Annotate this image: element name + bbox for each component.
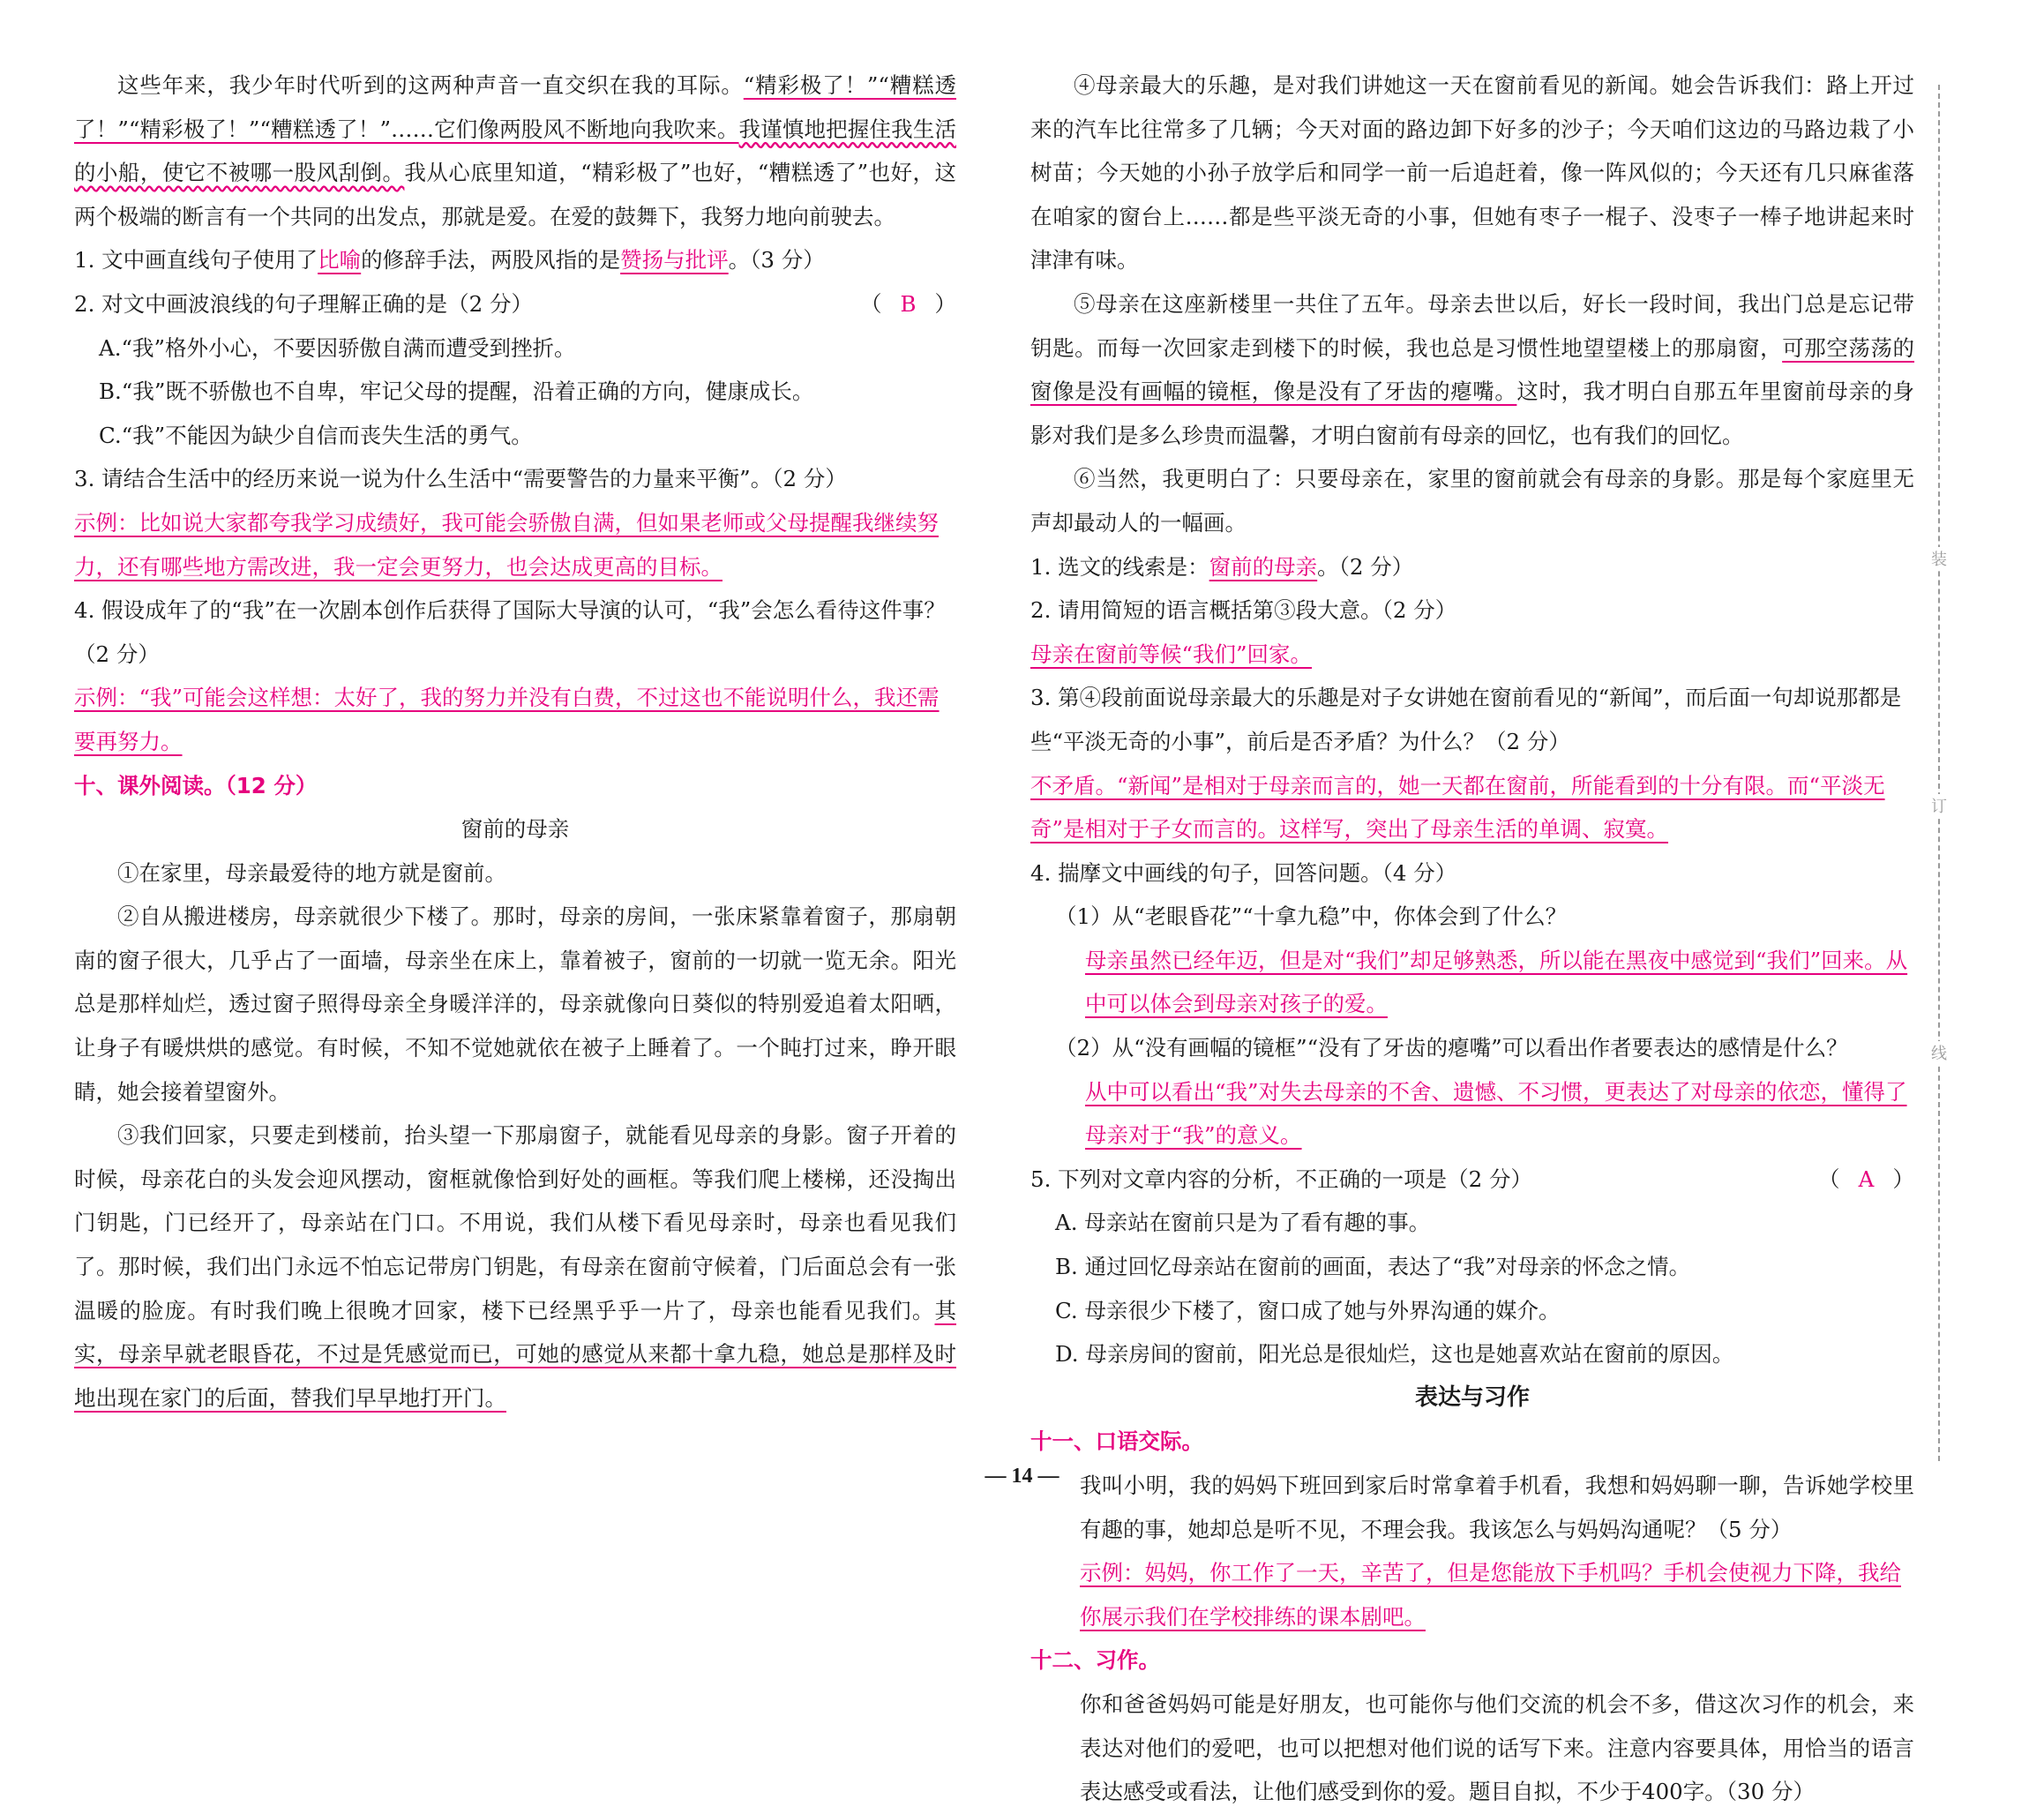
cut-mark-1: 装 <box>1928 547 1950 570</box>
bracket-close: ） <box>1892 1166 1914 1192</box>
option-d: D. 母亲房间的窗前，阳光总是很灿烂，这也是她喜欢站在窗前的原因。 <box>1055 1341 1734 1368</box>
question-4: 4. 假设成年了的“我”在一次剧本创作后获得了国际大导演的认可，“我”会怎么看待这件事？（2 分） <box>74 597 946 667</box>
question-3-answer: 示例：比如说大家都夸我学习成绩好，我可能会骄傲自满，但如果老师或父母提醒我继续努力，还有哪些地方需改进，我一定会更努力，也会达成更高的目标。 <box>74 509 939 580</box>
reading-question-5-text: 5. 下列对文章内容的分析，不正确的一项是（2 分） <box>1030 1166 1533 1192</box>
wavy-underlined-sentence: 我谨慎地把握住我生活的小船，使它不被哪一股风刮倒。 <box>74 116 957 186</box>
reading-question-2: 2. 请用简短的语言概括第③段大意。（2 分） <box>1030 597 1457 624</box>
intro-text-d: 我从心底里知道，“精彩极了”也好，“糟糕透了”也好，这两个极端的断言有一个共同的出发点，那就是爱。在爱的鼓舞下，我努力地向前驶去。 <box>74 160 956 229</box>
reading-question-4-sub-2-answer: 从中可以看出“我”对失去母亲的不舍、遗憾、不习惯，更表达了对母亲的依恋，懂得了母亲对于“我”的意义。 <box>1085 1078 1907 1149</box>
question-1-text-mid: 的修辞手法，两股风指的是 <box>361 247 621 274</box>
story-paragraph-1: ①在家里，母亲最爱待的地方就是窗前。 <box>117 859 506 886</box>
question-1-answer-2: 赞扬与批评 <box>620 247 729 274</box>
section-11-heading: 十一、口语交际。 <box>1030 1428 1203 1455</box>
reading-question-4-sub-1-answer: 母亲虽然已经年迈，但是对“我们”却足够熟悉，所以能在黑夜中感觉到“我们”回来。从中可以体会到母亲对孩子的爱。 <box>1085 947 1908 1017</box>
question-1-text: 1. 文中画直线句子使用了 <box>74 247 318 274</box>
question-1-points: 。（3 分） <box>728 247 825 274</box>
reading-question-2-answer: 母亲在窗前等候“我们”回家。 <box>1030 641 1313 667</box>
binding-cut-line <box>1938 85 1940 1461</box>
option-a: A. 母亲站在窗前只是为了看有趣的事。 <box>1055 1210 1431 1236</box>
section-11-prompt: 我叫小明，我的妈妈下班回到家后时常拿着手机看，我想和妈妈聊一聊，告诉她学校里有趣的事，她却总是听不见，不理会我。我该怎么与妈妈沟通呢？（5 分） <box>1080 1473 1914 1542</box>
story-paragraph-6: ⑥当然，我更明白了：只要母亲在，家里的窗前就会有母亲的身影。那是每个家庭里无声却最动人的一幅画。 <box>1030 466 1914 536</box>
answer-bracket <box>1818 1158 1914 1202</box>
story-paragraph-3 <box>74 1113 956 1420</box>
reading-question-1-points: 。（2 分） <box>1317 553 1414 580</box>
story-paragraph-5-text: ⑤母亲在这座新楼里一共住了五年。母亲去世以后，好长一段时间，我出门总是忘记带钥匙。而每一次回家走到楼下的时候，我也总是习惯性地望望楼上的那扇窗， <box>1030 290 1914 361</box>
reading-question-1-text: 1. 选文的线索是： <box>1030 553 1209 580</box>
intro-text-a: 这些年来，我少年时代听到的这两种声音一直交织在我的耳际。 <box>117 72 744 98</box>
question-2 <box>74 282 956 326</box>
story-paragraph-5-text-end: 这时，我才明白自那五年里窗前母亲的身影对我们是多么珍贵而温馨，才明白窗前有母亲的回忆，也有我们的回忆。 <box>1030 379 1915 448</box>
part-title: 表达与习作 <box>1414 1383 1530 1411</box>
question-3: 3. 请结合生活中的经历来说一说为什么生活中“需要警告的力量来平衡”。（2 分） <box>74 466 847 492</box>
reading-question-4-sub-1: （1）从“老眼昏花”“十拿九稳”中，你体会到了什么？ <box>1055 903 1568 930</box>
story-paragraph-5 <box>1030 282 1914 457</box>
page-number: — 14 — <box>985 1465 1059 1488</box>
bracket-open: （ <box>860 290 882 317</box>
question-1-answer-1: 比喻 <box>318 247 362 274</box>
cut-mark-2: 订 <box>1928 794 1950 817</box>
question-2-answer: B <box>900 290 917 317</box>
question-1 <box>74 238 956 282</box>
option-c: C.“我”不能因为缺少自信而丧失生活的勇气。 <box>99 422 533 448</box>
option-b: B. 通过回忆母亲站在窗前的画面，表达了“我”对母亲的怀念之情。 <box>1055 1254 1691 1280</box>
bracket-open: （ <box>1818 1166 1840 1192</box>
question-4-answer: 示例：“我”可能会这样想：太好了，我的努力并没有白费，不过这也不能说明什么，我还需要再努力。 <box>74 685 940 754</box>
cut-mark-3: 线 <box>1928 1041 1950 1064</box>
reading-question-5 <box>1030 1158 1914 1202</box>
reading-question-1-answer: 窗前的母亲 <box>1209 553 1318 580</box>
story-paragraph-4: ④母亲最大的乐趣，是对我们讲她这一天在窗前看见的新闻。她会告诉我们：路上开过来的汽车比往常多了几辆；今天对面的路边卸下好多的沙子；今天咱们这边的马路边栽了小树苗；今天她的小孙子放学后和同学一前一后追赶着，像一阵风似的；今天还有几只麻雀落在咱家的窗台上……都是些平淡无奇的小事，但她有枣子一棍子、没枣子一棒子地讲起来时津津有味。 <box>1030 72 1914 274</box>
right-column <box>1030 64 1914 1814</box>
straight-underlined-sentence: “精彩极了！”“糟糕透了！”“精彩极了！”“糟糕透了！”……它们像两股风不断地向我吹来。 <box>74 72 956 142</box>
story-title: 窗前的母亲 <box>460 816 570 843</box>
reading-question-4: 4. 揣摩文中画线的句子，回答问题。（4 分） <box>1030 859 1457 886</box>
story-paragraph-3-underlined: 其实，母亲早就老眼昏花，不过是凭感觉而已，可她的感觉从来都十拿九稳，她总是那样及时地出现在家门的后面，替我们早早地打开门。 <box>74 1297 956 1411</box>
reading-question-1 <box>1030 545 1914 589</box>
reading-question-3: 3. 第④段前面说母亲最大的乐趣是对子女讲她在窗前看见的“新闻”，而后面一句却说那都是些“平淡无奇的小事”，前后是否矛盾？为什么？（2 分） <box>1030 685 1902 754</box>
reading-question-5-answer: A <box>1858 1166 1875 1192</box>
story-paragraph-2: ②自从搬进楼房，母亲就很少下楼了。那时，母亲的房间，一张床紧靠着窗子，那扇朝南的窗子很大，几乎占了一面墙，母亲坐在床上，靠着被子，窗前的一切就一览无余。阳光总是那样灿烂，透过窗子照得母亲全身暖洋洋的，母亲就像向日葵似的特别爱追着太阳晒，让身子有暖烘烘的感觉。有时候，不知不觉她就依在被子上睡着了。一个盹打过来，睁开眼睛，她会接着望窗外。 <box>74 903 956 1105</box>
section-12-heading: 十二、习作。 <box>1030 1647 1160 1674</box>
intro-paragraph <box>74 64 956 238</box>
reading-question-4-sub-2: （2）从“没有画幅的镜框”“没有了牙齿的瘪嘴”可以看出作者要表达的感情是什么？ <box>1055 1035 1848 1061</box>
left-column <box>74 64 956 1420</box>
option-a: A.“我”格外小心，不要因骄傲自满而遭受到挫折。 <box>99 334 576 361</box>
bracket-close: ） <box>934 290 956 317</box>
section-10-heading: 十、课外阅读。（12 分） <box>74 772 318 798</box>
section-11-answer: 示例：妈妈，你工作了一天，辛苦了，但是您能放下手机吗？手机会使视力下降，我给你展示我们在学校排练的课本剧吧。 <box>1080 1560 1901 1630</box>
story-paragraph-3-text: ③我们回家，只要走到楼前，抬头望一下那扇窗子，就能看见母亲的身影。窗子开着的时候，母亲花白的头发会迎风摆动，窗框就像恰到好处的画框。等我们爬上楼梯，还没掏出门钥匙，门已经开了，母亲站在门口。不用说，我们从楼下看见母亲时，母亲也看见我们了。那时候，我们出门永远不怕忘记带房门钥匙，有母亲在窗前守候着，门后面总会有一张温暖的脸庞。有时我们晚上很晚才回家，楼下已经黑乎乎一片了，母亲也能看见我们。 <box>74 1122 956 1323</box>
section-12-prompt: 你和爸爸妈妈可能是好朋友，也可能你与他们交流的机会不多，借这次习作的机会，来表达对他们的爱吧，也可以把想对他们说的话写下来。注意内容要具体，用恰当的语言表达感受或看法，让他们感受到你的爱。题目自拟，不少于400字。（30 分） <box>1080 1690 1914 1805</box>
story-paragraph-5-underlined: 可那空荡荡的窗像是没有画幅的镜框，像是没有了牙齿的瘪嘴。 <box>1030 334 1915 405</box>
option-b: B.“我”既不骄傲也不自卑，牢记父母的提醒，沿着正确的方向，健康成长。 <box>99 379 814 405</box>
answer-bracket <box>860 282 956 326</box>
reading-question-3-answer: 不矛盾。“新闻”是相对于母亲而言的，她一天都在窗前，所能看到的十分有限。而“平淡无奇”是相对于子女而言的。这样写，突出了母亲生活的单调、寂寞。 <box>1030 772 1885 843</box>
question-2-text: 2. 对文中画波浪线的句子理解正确的是（2 分） <box>74 290 534 317</box>
option-c: C. 母亲很少下楼了，窗口成了她与外界沟通的媒介。 <box>1055 1297 1561 1323</box>
